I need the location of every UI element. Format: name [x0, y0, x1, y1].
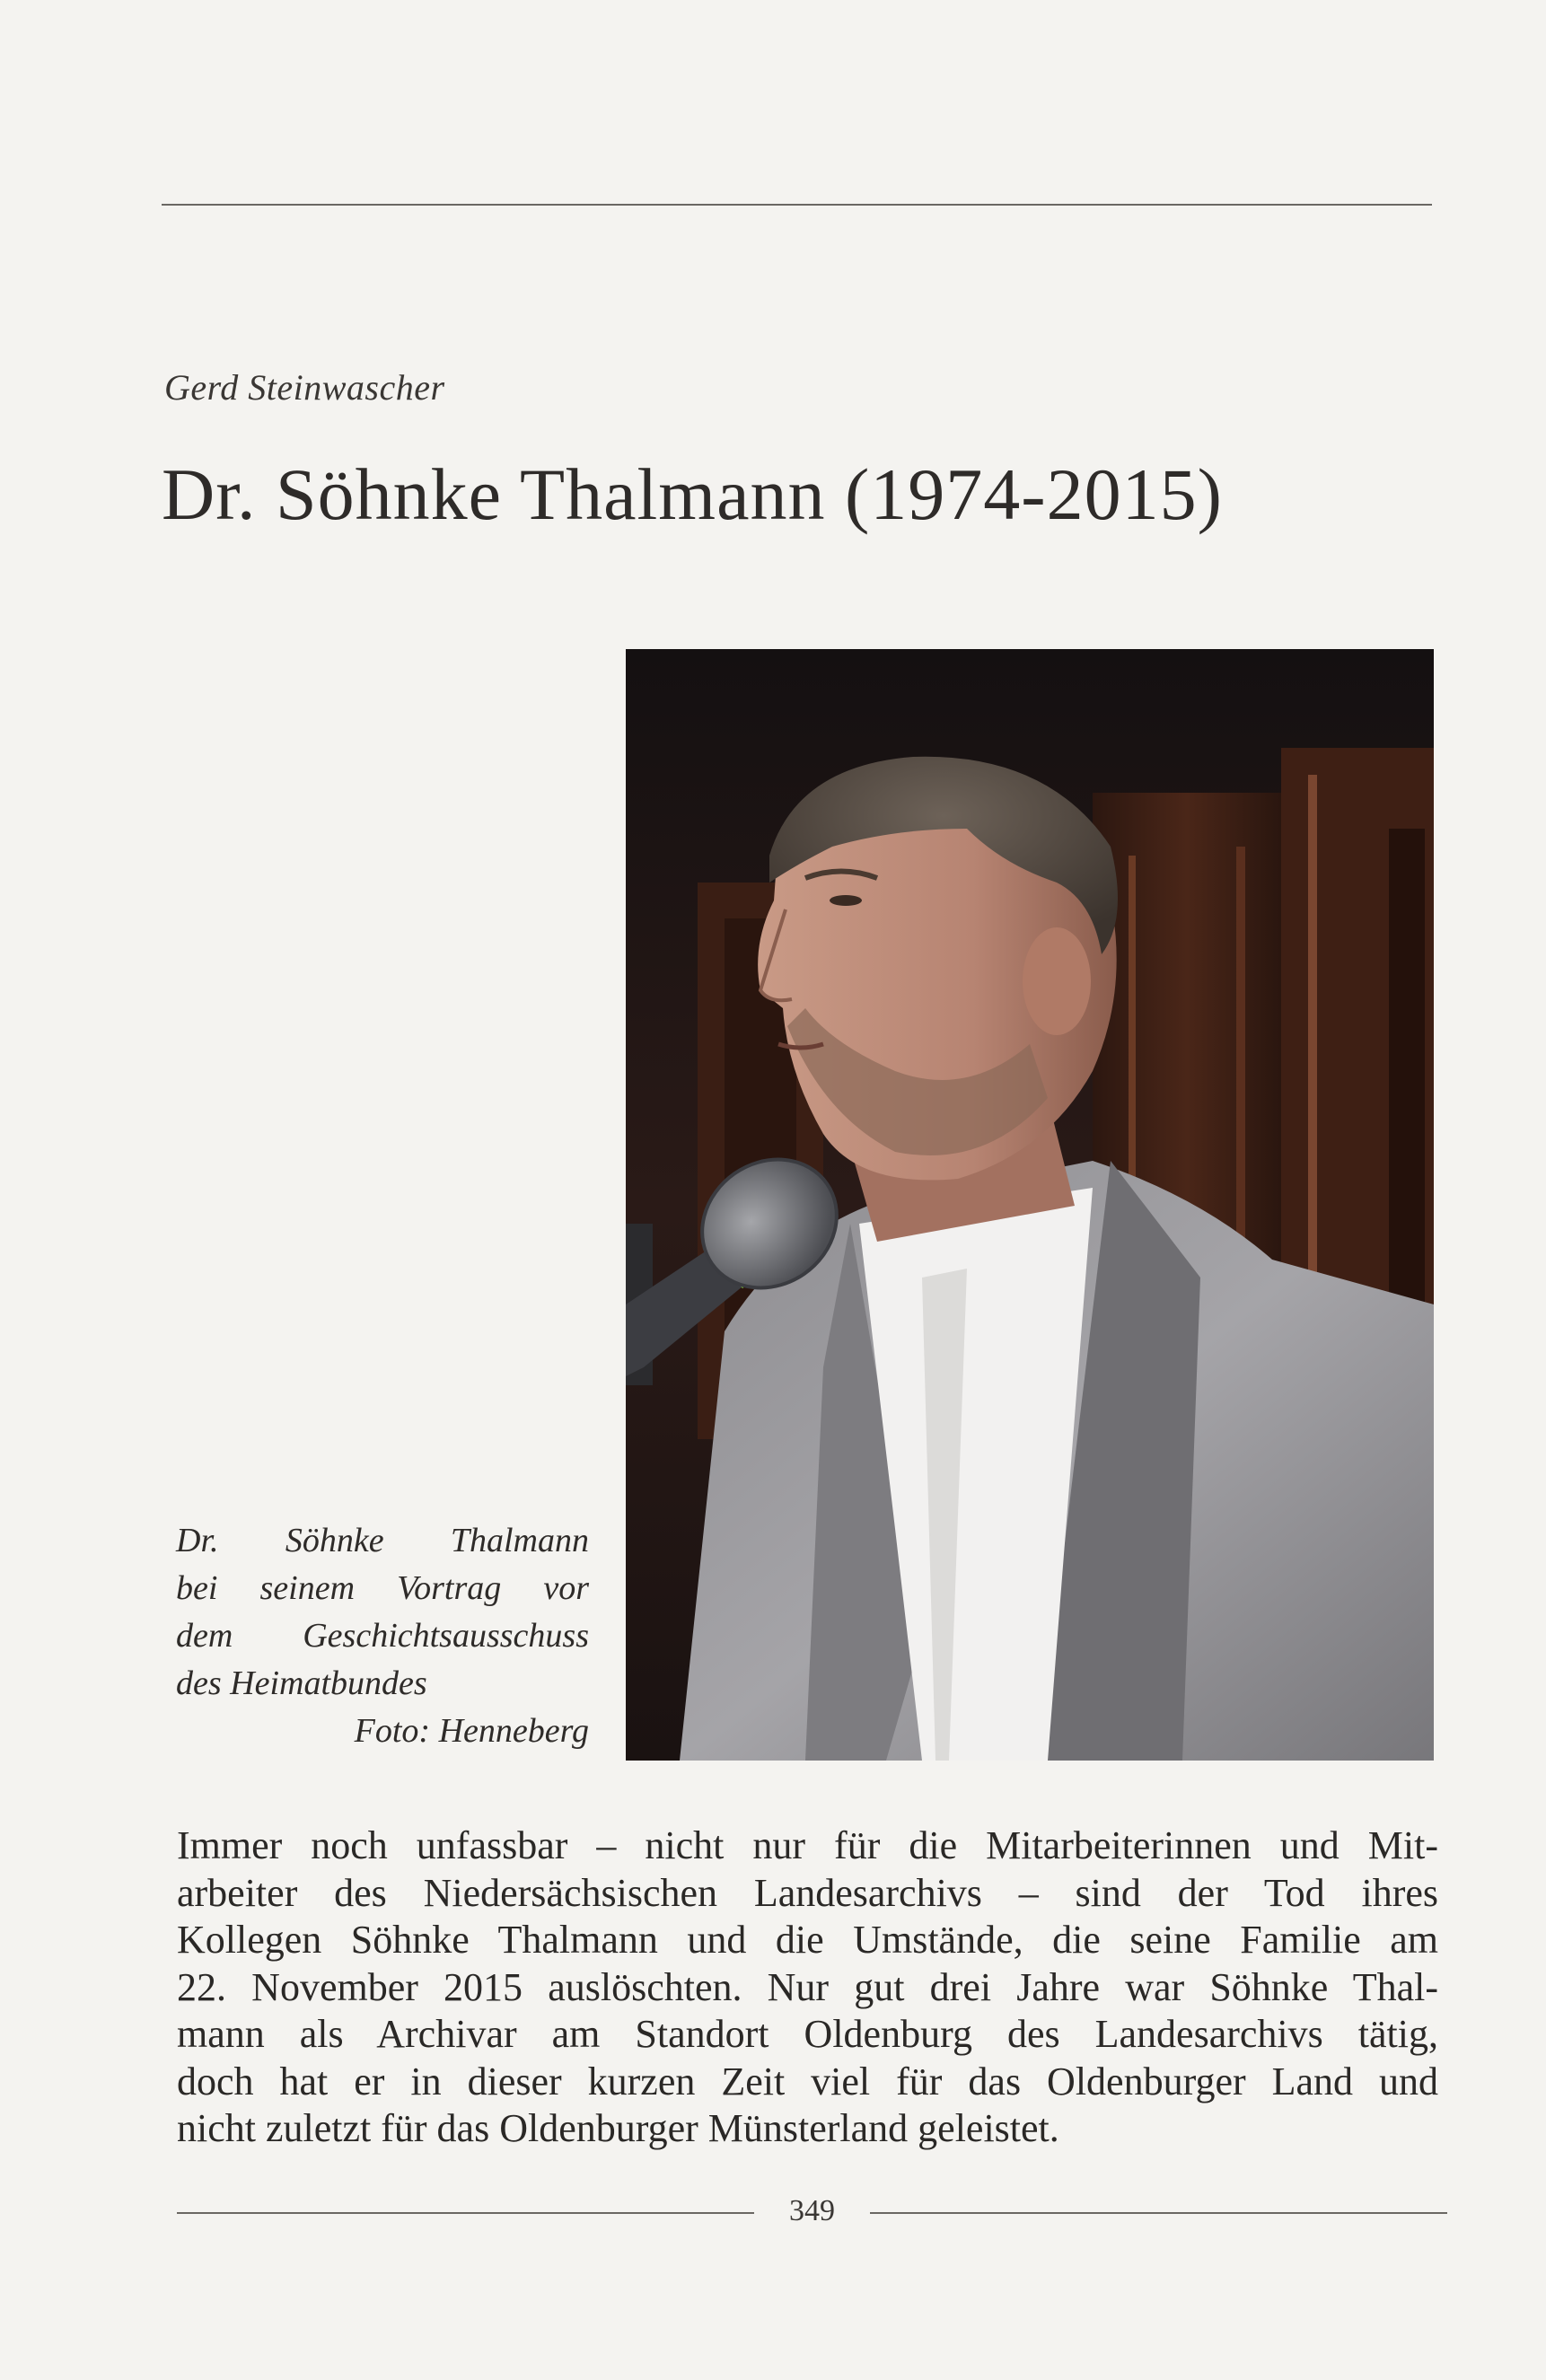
portrait-photo — [626, 649, 1434, 1761]
body-line: doch hat er in dieser kurzen Zeit viel für das Oldenburger Land und — [177, 2059, 1438, 2103]
caption-word: Dr. — [176, 1522, 219, 1559]
page-number: 349 — [789, 2194, 835, 2227]
caption-word: Vortrag — [397, 1569, 502, 1607]
page-footer — [177, 2191, 1447, 2235]
body-line: arbeiter des Niedersächsischen Landesarchivs – sind der Tod ihres — [177, 1870, 1438, 1915]
photo-caption — [176, 1517, 589, 1755]
caption-word: Thalmann — [450, 1522, 589, 1559]
caption-word: vor — [543, 1569, 589, 1607]
caption-word: dem — [176, 1617, 233, 1655]
photo-credit: Foto: Henneberg — [354, 1712, 589, 1750]
caption-line — [176, 1565, 589, 1612]
body-line: Immer noch unfassbar – nicht nur für die Mitarbeiterinnen und Mit- — [177, 1823, 1438, 1867]
article-title: Dr. Söhnke Thalmann (1974-2015) — [162, 453, 1223, 535]
caption-line — [176, 1612, 589, 1660]
caption-word: seinem — [259, 1569, 356, 1607]
author-name: Gerd Steinwascher — [164, 367, 445, 408]
caption-word: Söhnke — [285, 1522, 384, 1559]
caption-line — [176, 1517, 589, 1565]
header-rule — [162, 204, 1432, 206]
footer-rule-right — [870, 2212, 1447, 2214]
caption-word: Geschichtsausschuss — [303, 1617, 589, 1655]
body-line: nicht zuletzt für das Oldenburger Münsterland geleistet. — [177, 2106, 1059, 2150]
caption-word: bei — [176, 1569, 218, 1607]
body-line: mann als Archivar am Standort Oldenburg des Landesarchivs tätig, — [177, 2012, 1438, 2056]
caption-word: Heimatbundes — [230, 1664, 427, 1702]
body-line: 22. November 2015 auslöschten. Nur gut drei Jahre war Söhnke Thal- — [177, 1964, 1438, 2009]
caption-line — [176, 1660, 589, 1708]
body-paragraph — [177, 1822, 1438, 2153]
caption-word: des — [176, 1664, 222, 1702]
body-line: Kollegen Söhnke Thalmann und die Umstände, die seine Familie am — [177, 1918, 1438, 1962]
